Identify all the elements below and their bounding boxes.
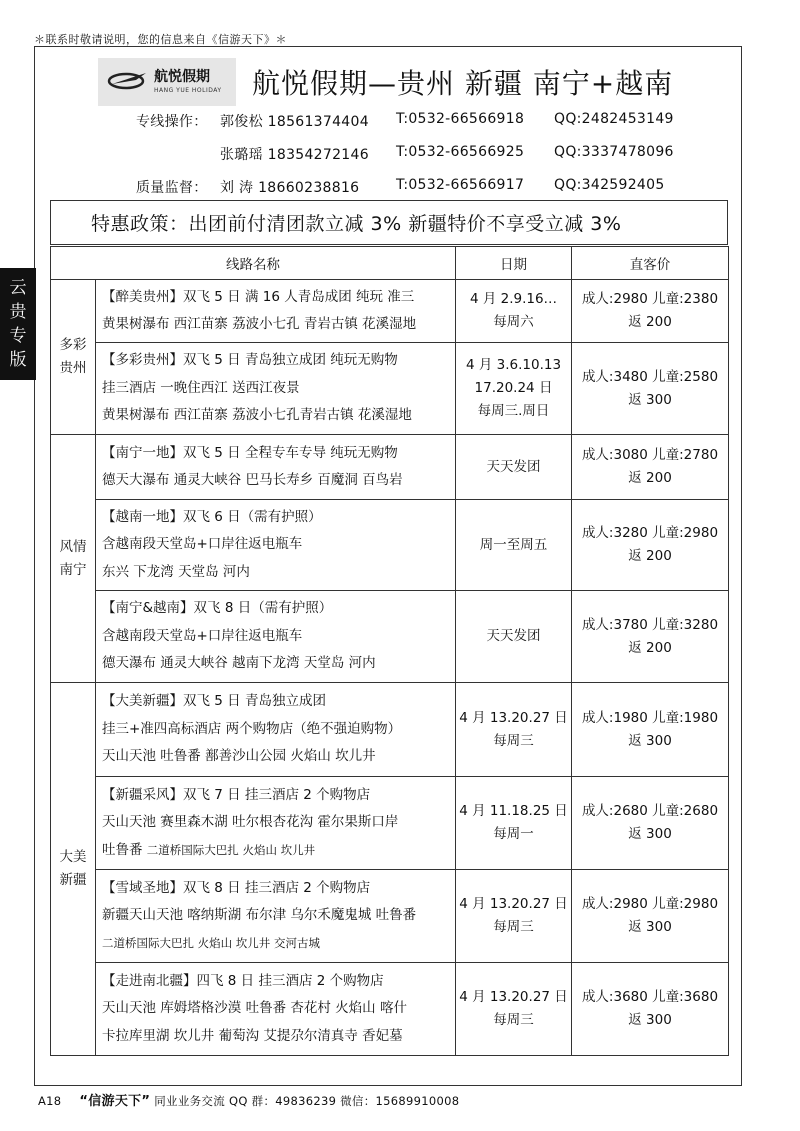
route-date-line: 每周三 [493,919,534,935]
logo-name: 航悦假期 [154,69,210,85]
footer-contact: 同业业务交流 QQ 群：49836239 微信：15689910008 [154,1094,460,1108]
route-line-text: 含越南段天堂岛+口岸往返电瓶车 [102,627,303,644]
route-price [572,870,729,963]
route-line-text: 【多彩贵州】双飞 5 日 青岛独立成团 纯玩无购物 [102,352,398,369]
route-price-line: 成人:3780 儿童:3280 [581,616,719,633]
route-date [456,870,572,963]
route-date-line: 4 月 13.20.27 日 [459,709,568,726]
route-date [456,343,572,435]
route-price-line: 返 200 [628,639,672,656]
contact-qq: QQ:3337478096 [554,144,674,160]
region-name-line: 南宁 [59,561,87,578]
side-tab-char: 云 [9,278,27,298]
route-line [102,559,455,587]
route-line-text: 挂三+准四高标酒店 两个购物店（绝不强迫购物） [102,720,402,737]
side-tab-char: 版 [9,350,27,370]
header-route: 线路名称 [51,247,456,280]
region-name-line: 大美 [59,849,87,865]
side-tab-char: 贵 [9,302,27,322]
route-description [96,280,456,343]
route-price [572,280,729,343]
table-header-row [51,247,729,280]
region-name-line: 多彩 [59,337,87,353]
region-name-line: 风情 [59,538,87,555]
route-line [102,1023,455,1051]
page-number: A18 [38,1094,62,1108]
table-row [51,280,729,343]
route-line [102,837,455,865]
route-description [96,870,456,963]
table-row [51,343,729,435]
company-logo [98,58,236,106]
route-date-line: 4 月 13.20.27 日 [459,989,568,1005]
route-price-line: 返 300 [628,919,672,935]
route-line [102,375,455,403]
discount-policy: 特惠政策：出团前付清团款立减 3% 新疆特价不享受立减 3% [50,200,728,245]
route-date-line: 每周三 [493,732,534,749]
route-line-text: 【南宁一地】双飞 5 日 全程专车专导 纯玩无购物 [102,444,398,461]
route-price-line: 返 200 [628,548,672,564]
route-line [102,782,455,810]
route-date [456,500,572,591]
route-line-text: 天山天池 赛里森木湖 吐尔根杏花沟 霍尔果斯口岸 [102,814,399,831]
route-price [572,435,729,500]
route-line [102,440,455,468]
contact-tel: T:0532-66566925 [396,144,525,160]
route-price-line: 成人:3480 儿童:2580 [581,368,719,385]
route-date [456,777,572,870]
table-row [51,683,729,777]
contact-person: 刘 涛 18660238816 [220,180,360,196]
route-date-line: 每周三 [493,1012,534,1028]
route-date-line: 4 月 11.18.25 日 [459,803,568,819]
route-description [96,500,456,591]
route-date [456,963,572,1056]
route-price-line: 成人:2980 儿童:2380 [581,291,719,307]
route-description [96,777,456,870]
region-name [51,683,96,1056]
route-line-text: 含越南段天堂岛+口岸往返电瓶车 [102,536,303,553]
route-line [102,875,455,903]
table-row [51,777,729,870]
route-date [456,280,572,343]
route-line-text: 天山天池 吐鲁番 鄯善沙山公园 火焰山 坎儿井 [102,748,376,765]
footer-brand: “信游天下” [79,1094,151,1109]
route-line [102,311,455,339]
route-price-line: 返 300 [628,826,672,842]
route-price-line: 返 300 [628,732,672,749]
route-price-line: 成人:1980 儿童:1980 [581,709,719,726]
route-date-line: 4 月 2.9.16… [469,291,558,307]
route-line-text: 德天瀑布 通灵大峡谷 越南下龙湾 天堂岛 河内 [102,655,376,672]
route-line-text: 东兴 下龙湾 天堂岛 河内 [102,563,250,580]
route-description [96,591,456,683]
contact-qq: QQ:2482453149 [554,111,674,127]
airplane-swoosh-icon [106,68,150,92]
route-line-text: 【醉美贵州】双飞 5 日 满 16 人青岛成团 纯玩 准三 [102,288,415,305]
route-date [456,683,572,777]
route-line-text: 【新疆采风】双飞 7 日 挂三酒店 2 个购物店 [102,786,371,803]
route-line-text: 【大美新疆】双飞 5 日 青岛独立成团 [102,693,326,710]
route-price [572,591,729,683]
route-line-text: 挂三酒店 一晚住西江 送西江夜景 [102,379,300,396]
route-line-text: 天山天池 库姆塔格沙漠 吐鲁番 杏花村 火焰山 喀什 [102,1000,407,1017]
contact-tel: T:0532-66566917 [396,177,525,193]
route-description [96,435,456,500]
route-price-line: 成人:3280 儿童:2980 [581,525,719,541]
route-line [102,347,455,375]
route-date [456,435,572,500]
route-date-line: 每周三.周日 [477,403,550,419]
source-note: ＊联系时敬请说明，您的信息来自《信游天下》＊ [34,33,287,46]
route-price [572,500,729,591]
route-price-line: 成人:2980 儿童:2980 [581,896,719,912]
route-description [96,683,456,777]
route-price-line: 成人:3080 儿童:2780 [581,447,719,463]
route-price-line: 成人:3680 儿童:3680 [581,989,719,1005]
region-name [51,435,96,683]
route-price-line: 返 300 [628,391,672,408]
route-date-line: 17.20.24 日 [474,380,553,396]
route-date-line: 周一至周五 [479,536,548,553]
route-line [102,531,455,559]
table-row [51,500,729,591]
table-row [51,591,729,683]
logo-subtitle: HANG YUE HOLIDAY [154,87,222,94]
route-description [96,343,456,435]
route-line-text: 新疆天山天池 喀纳斯湖 布尔津 乌尔禾魔鬼城 吐鲁番 [102,907,417,924]
route-line [102,504,455,532]
route-line-text: 【雪域圣地】双飞 8 日 挂三酒店 2 个购物店 [102,879,371,896]
route-date-line: 4 月 13.20.27 日 [459,896,568,912]
route-date-line: 天天发团 [486,628,541,644]
route-line-text: 【南宁&越南】双飞 8 日（需有护照） [102,600,333,617]
section-side-tab [0,268,36,380]
route-line [102,650,455,678]
route-line-text: 【走进南北疆】四飞 8 日 挂三酒店 2 个购物店 [102,972,384,989]
route-line-text: 黄果树瀑布 西江苗寨 荔波小七孔青岩古镇 花溪湿地 [102,407,412,424]
contact-person: 张璐瑶 18354272146 [220,147,369,163]
route-price [572,683,729,777]
route-line [102,284,455,312]
route-line-text: 黄果树瀑布 西江苗寨 荔波小七孔 青岩古镇 花溪湿地 [102,316,417,332]
route-line [102,995,455,1023]
route-line [102,402,455,430]
route-line [102,716,455,744]
route-line-text: 卡拉库里湖 坎儿井 葡萄沟 艾提尕尔清真寺 香妃墓 [102,1027,403,1044]
page-footer [38,1090,459,1109]
route-price [572,343,729,435]
route-price-line: 返 300 [628,1012,672,1028]
side-tab-char: 专 [9,326,27,346]
page-title: 航悦假期—贵州 新疆 南宁+越南 [252,67,674,100]
route-price [572,777,729,870]
route-line [102,809,455,837]
route-date-line: 天天发团 [486,458,541,475]
route-date-line: 4 月 3.6.10.13 [465,357,562,373]
contact-role: 专线操作： [136,114,208,130]
route-price-line: 返 200 [628,470,672,486]
route-date [456,591,572,683]
route-description [96,963,456,1056]
route-price [572,963,729,1056]
route-line-text: 德天大瀑布 通灵大峡谷 巴马长寿乡 百魔洞 百鸟岩 [102,472,403,488]
contact-qq: QQ:342592405 [554,177,665,193]
table-row [51,963,729,1056]
route-line [102,688,455,716]
route-line [102,623,455,651]
route-line [102,743,455,771]
header-date: 日期 [456,247,572,280]
route-price-line: 成人:2680 儿童:2680 [581,803,719,819]
contact-person: 郭俊松 18561374404 [220,114,369,130]
route-line-text: 吐鲁番 [102,841,147,858]
route-price-line: 返 200 [628,314,672,330]
route-line-small: 二道桥国际大巴扎 火焰山 坎儿井 [146,842,316,857]
table-row [51,870,729,963]
route-line [102,968,455,996]
region-name-line: 新疆 [59,872,87,888]
route-line-small: 二道桥国际大巴扎 火焰山 坎儿井 交河古城 [102,935,320,950]
region-name-line: 贵州 [59,360,87,376]
route-date-line: 每周六 [493,314,534,330]
route-line [102,902,455,930]
route-line-text: 【越南一地】双飞 6 日（需有护照） [102,508,322,525]
contact-tel: T:0532-66566918 [396,111,525,127]
region-name [51,280,96,435]
route-line [102,467,455,495]
route-line [102,595,455,623]
header-price: 直客价 [572,247,729,280]
route-date-line: 每周一 [493,826,534,842]
routes-table [50,246,729,1056]
table-row [51,435,729,500]
contact-role: 质量监督： [136,180,208,196]
